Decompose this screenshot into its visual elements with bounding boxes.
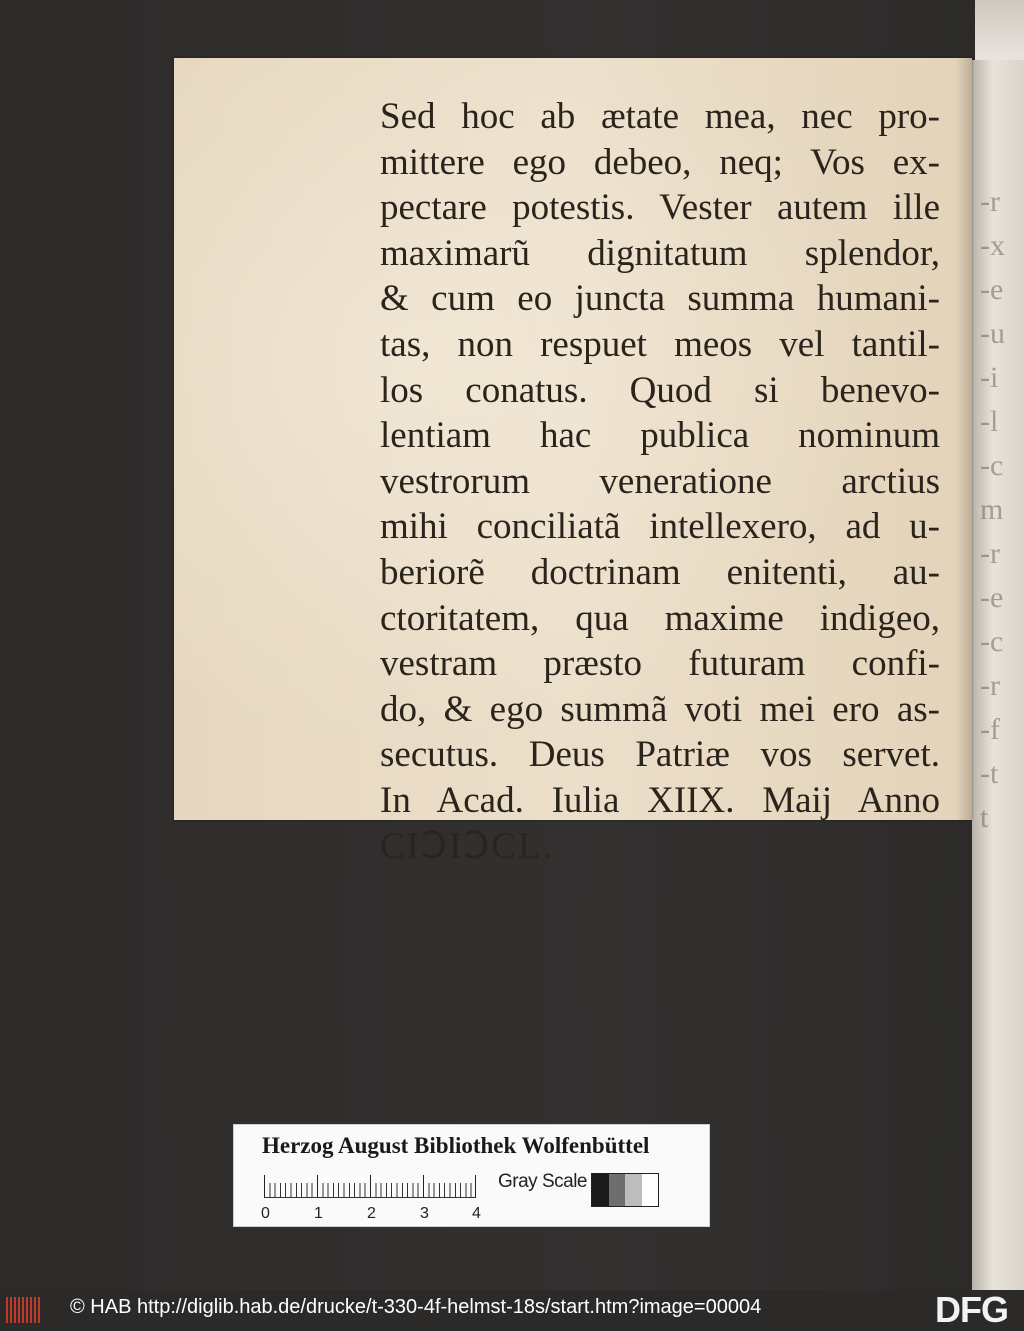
adjacent-page-edge: -r -x -e -u -i -l -c m -r -e -c -r -f -t t [972, 60, 1024, 1290]
gray-swatch [642, 1174, 659, 1206]
library-name: Herzog August Bibliothek Wolfenbüttel [262, 1133, 650, 1158]
copyright-url: © HAB http://diglib.hab.de/drucke/t-330-4f-helmst-18s/start.htm?image=00004 [70, 1296, 762, 1318]
text-line: tas, non respuet meos vel tantil- [380, 323, 940, 365]
gray-scale-swatches [591, 1173, 659, 1207]
text-line: In Acad. Iulia XIIX. Maij Anno [380, 779, 940, 821]
text-line: vestram præsto futuram confi- [380, 643, 940, 685]
page-text [380, 94, 940, 869]
text-line-date: CIↃIↃCL. [380, 825, 554, 867]
page-gutter-shadow [956, 58, 972, 820]
gray-scale-label: Gray Scale [498, 1171, 587, 1192]
text-line: & cum eo juncta summa humani- [380, 278, 940, 320]
text-line: los conatus. Quod si benevo- [380, 369, 940, 411]
ruler-number: 2 [367, 1205, 376, 1222]
scanned-page [174, 58, 972, 867]
hab-logo-icon [6, 1297, 46, 1323]
text-line: mittere ego debeo, neq; Vos ex- [380, 141, 940, 183]
gray-swatch [592, 1174, 609, 1206]
text-line: secutus. Deus Patriæ vos servet. [380, 734, 940, 776]
ruler-number: 3 [420, 1205, 429, 1222]
dfg-logo: DFG [935, 1289, 1008, 1330]
page-clip [975, 0, 1024, 62]
gray-swatch [625, 1174, 642, 1206]
text-line: do, & ego summã voti mei ero as- [380, 688, 940, 730]
ruler-number: 4 [472, 1205, 481, 1222]
scale-ruler [264, 1175, 476, 1198]
text-line: mihi conciliatã intellexero, ad u- [380, 506, 940, 548]
ruler-number: 1 [314, 1205, 323, 1222]
text-line: ctoritatem, qua maxime indigeo, [380, 597, 940, 639]
ruler-number: 0 [261, 1205, 270, 1222]
text-line: pectare potestis. Vester autem ille [380, 187, 940, 229]
text-line: beriorẽ doctrinam enitenti, au- [380, 551, 940, 593]
text-line: lentiam hac publica nominum [380, 415, 940, 457]
color-scale-card [233, 1124, 710, 1227]
gray-swatch [609, 1174, 626, 1206]
text-line: maximarũ dignitatum splendor, [380, 232, 940, 274]
text-line: vestrorum veneratione arctius [380, 460, 940, 502]
text-line: Sed hoc ab ætate mea, nec pro- [380, 96, 940, 137]
